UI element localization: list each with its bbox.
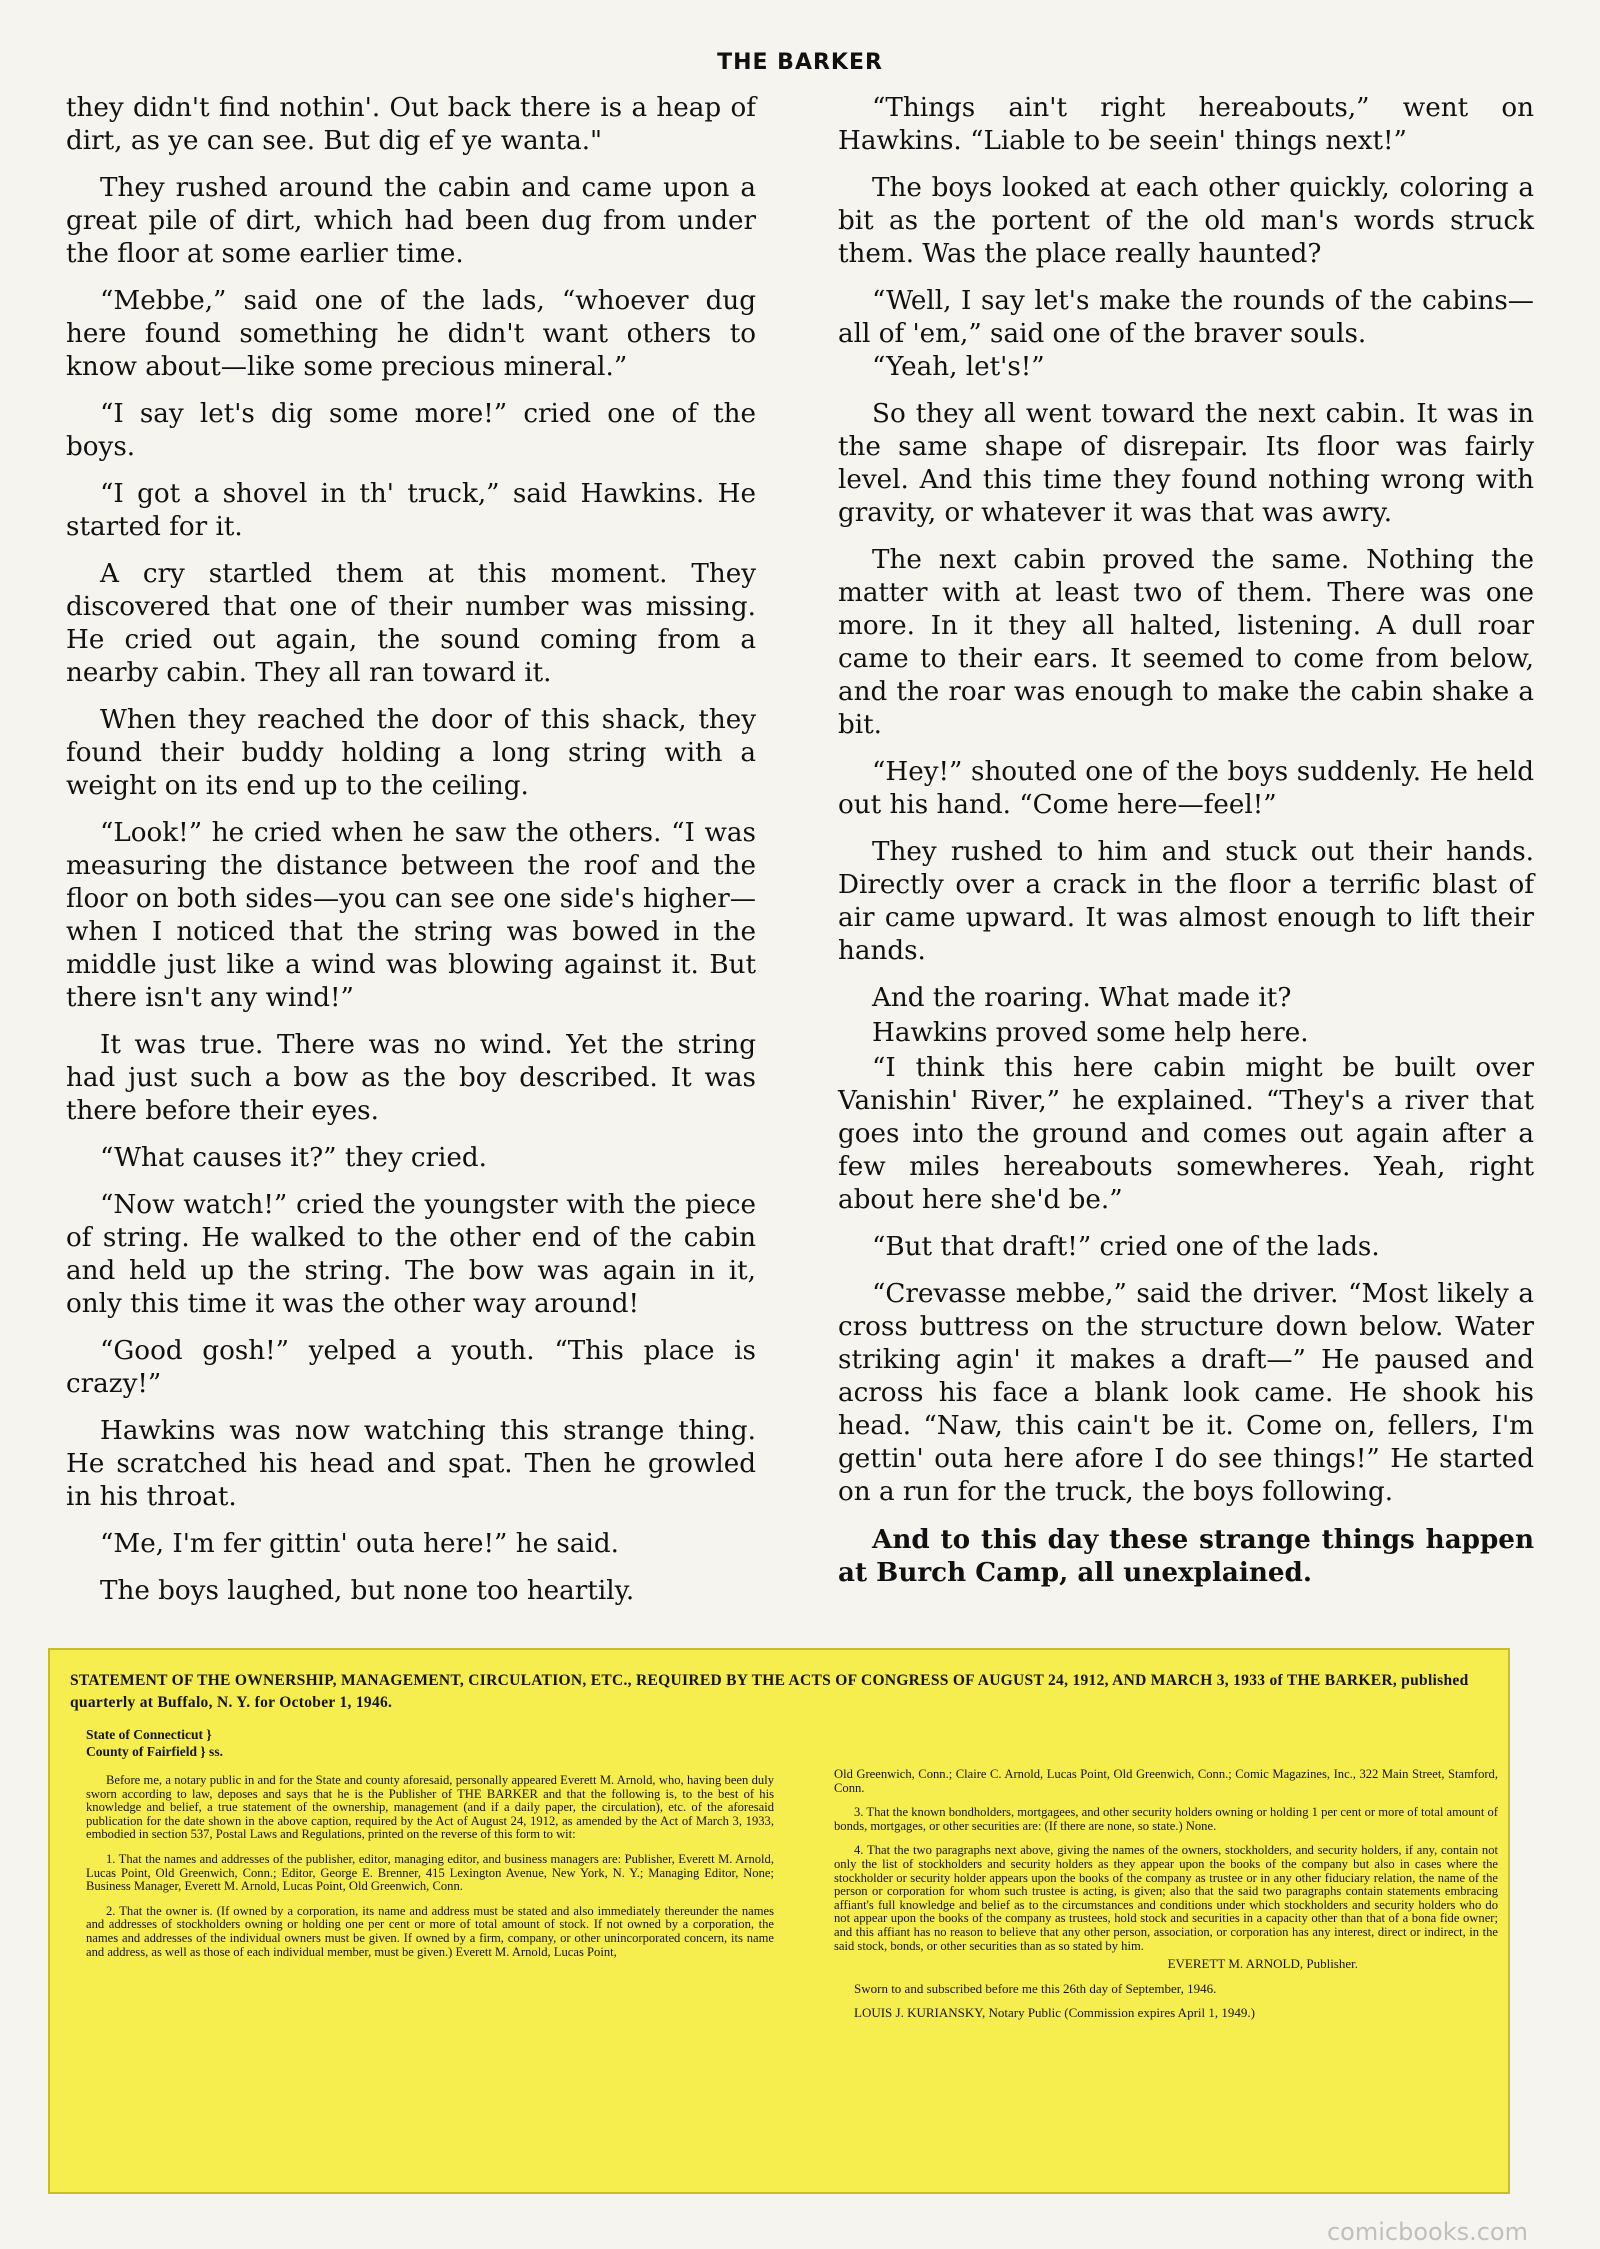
story-column-left (66, 92, 756, 1622)
paragraph: Hawkins proved some help here. (872, 1018, 1309, 1048)
paragraph: So they all went toward the next cabin. It was in the same shape of disrepair. Its floor was fairly level. And this time they found nothing wrong with gravity, or whatever it was that was awry. (838, 399, 1534, 528)
paragraph: Hawkins was now watching this strange thing. He scratched his head and spat. Then he growled in his throat. (66, 1416, 756, 1512)
statement-column-right (834, 1768, 1498, 2031)
statement-paragraph: 4. That the two paragraphs next above, giving the names of the owners, stockholders, and security holders, if any, contain not only the list of stockholders and security holders as they appear upon the books of the company but also in cases where the stockholder or security holder appears upon the books of the company as trustee or in any other fiduciary relation, the name of the person or corporation for whom such trustee is acting, is given; also that the said two paragraphs contain statements embracing affiant's full knowledge and belief as to the circumstances and conditions under which stockholders and security holders who do not appear upon the books of the company as trustees, hold stock and securities in a capacity other than that of a bona fide owner; and this affiant has no reason to believe that any other person, association, or corporation has any interest, direct or indirect, in the said stock, bonds, or other securities than as so stated by him. (834, 1843, 1498, 1953)
paragraph: “But that draft!” cried one of the lads. (872, 1232, 1380, 1262)
paragraph: They rushed to him and stuck out their hands. Directly over a crack in the floor a terrific blast of air came upward. It was almost enough to lift their hands. (838, 837, 1534, 966)
paragraph: “Crevasse mebbe,” said the driver. “Most likely a cross buttress on the structure down below. Water striking agin' it makes a draft—” He paused and across his face a blank look came. He shook his head. “Naw, this cain't be it. Come on, fellers, I'm gettin' outa here afore I do see things!” He started on a run for the truck, the boys following. (838, 1279, 1534, 1507)
notary-line: LOUIS J. KURIANSKY, Notary Public (Commission expires April 1, 1949.) (854, 2005, 1255, 2021)
paragraph: “What causes it?” they cried. (100, 1143, 488, 1173)
running-head: THE BARKER (717, 50, 883, 75)
paragraph: “Yeah, let's!” (872, 352, 1045, 382)
paragraph: The boys looked at each other quickly, coloring a bit as the portent of the old man's words struck them. Was the place really haunted? (838, 173, 1534, 269)
paragraph: And to this day these strange things happen at Burch Camp, all unexplained. (838, 1524, 1534, 1588)
paragraph: When they reached the door of this shack, they found their buddy holding a long string with a weight on its end up to the ceiling. (66, 705, 756, 801)
publisher-signature: EVERETT M. ARNOLD, Publisher. (1167, 1956, 1358, 1972)
paragraph: “Me, I'm fer gittin' outa here!” he said. (100, 1529, 619, 1559)
statement-heading: STATEMENT OF THE OWNERSHIP, MANAGEMENT, CIRCULATION, ETC., REQUIRED BY THE ACTS OF CONGRESS OF AUGUST 24, 1912, AND MARCH 3, 1933 of THE BARKER, published quarterly at Buffalo, N. Y. for October 1, 1946. (70, 1672, 1469, 1711)
ownership-statement-box (48, 1648, 1510, 2194)
statement-paragraph: 3. That the known bondholders, mortgagees, and other security holders owning or holding 1 per cent or more of total amount of bonds, mortgages, or other securities are: (If there are none, so state.) None. (834, 1805, 1498, 1833)
paragraph: “Things ain't right hereabouts,” went on Hawkins. “Liable to be seein' things next!” (838, 93, 1534, 156)
story-column-right (838, 92, 1534, 1603)
paragraph: “Mebbe,” said one of the lads, “whoever dug here found something he didn't want others to know about—like some precious mineral.” (66, 286, 756, 382)
statement-paragraph: 2. That the owner is. (If owned by a corporation, its name and address must be stated and also immediately thereunder the names and addresses of stockholders owning or holding one per cent or more of total amount of stock. If not owned by a corporation, the names and addresses of the individual owners must be given. If owned by a firm, company, or other unincorporated concern, its name and address, as well as those of each individual member, must be given.) Everett M. Arnold, Lucas Point, (86, 1903, 774, 1959)
paragraph: And the roaring. What made it? (872, 983, 1292, 1013)
venue-state: State of Connecticut } (86, 1727, 212, 1742)
paragraph: “I think this here cabin might be built over Vanishin' River,” he explained. “They's a river that goes into the ground and comes out again after a few miles hereabouts somewheres. Yeah, right about here she'd be.” (838, 1053, 1534, 1215)
paragraph: It was true. There was no wind. Yet the string had just such a bow as the boy described. It was there before their eyes. (66, 1030, 756, 1126)
sworn-line: Sworn to and subscribed before me this 26th day of September, 1946. (854, 1980, 1217, 1996)
watermark: comicbooks.com (1326, 2218, 1528, 2246)
paragraph: A cry startled them at this moment. They discovered that one of their number was missing. He cried out again, the sound coming from a nearby cabin. They all ran toward it. (66, 559, 756, 688)
statement-paragraph: Before me, a notary public in and for the State and county aforesaid, personally appeared Everett M. Arnold, who, having been duly sworn according to law, deposes and says that he is the Publisher of THE BARKER and that the following is, to the best of his knowledge and belief, a true statement of the ownership, management (and if a daily paper, the circulation), etc. of the aforesaid publication for the date shown in the above caption, required by the Act of August 24, 1912, as amended by the Act of March 3, 1933, embodied in section 537, Postal Laws and Regulations, printed on the reverse of this form to wit: (86, 1773, 774, 1842)
venue-block (86, 1726, 223, 1760)
statement-paragraph: Old Greenwich, Conn.; Claire C. Arnold, Lucas Point, Old Greenwich, Conn.; Comic Magazines, Inc., 322 Main Street, Stamford, Conn. (834, 1767, 1498, 1795)
venue-county: County of Fairfield } ss. (86, 1744, 223, 1759)
paragraph: “Good gosh!” yelped a youth. “This place is crazy!” (66, 1336, 756, 1399)
paragraph: “I say let's dig some more!” cried one of the boys. (66, 399, 756, 462)
paragraph: “Look!” he cried when he saw the others. “I was measuring the distance between the roof and the floor on both sides—you can see one side's higher—when I noticed that the string was bowed in the middle just like a wind was blowing against it. But there isn't any wind!” (66, 818, 756, 1013)
paragraph: “Well, I say let's make the rounds of the cabins—all of 'em,” said one of the braver souls. (838, 286, 1534, 349)
paragraph: “Hey!” shouted one of the boys suddenly. He held out his hand. “Come here—feel!” (838, 757, 1534, 820)
statement-column-left (86, 1774, 774, 1970)
paragraph: “Now watch!” cried the youngster with the piece of string. He walked to the other end of the cabin and held up the string. The bow was again in it, only this time it was the other way around! (66, 1190, 756, 1319)
paragraph: The boys laughed, but none too heartily. (100, 1576, 635, 1606)
statement-paragraph: 1. That the names and addresses of the publisher, editor, managing editor, and business managers are: Publisher, Everett M. Arnold, Lucas Point, Old Greenwich, Conn.; Editor, George E. Brenner, 415 Lexington Avenue, New York, N. Y.; Managing Editor, None; Business Manager, Everett M. Arnold, Lucas Point, Old Greenwich, Conn. (86, 1851, 774, 1894)
paragraph: The next cabin proved the same. Nothing the matter with at least two of them. There was one more. In it they all halted, listening. A dull roar came to their ears. It seemed to come from below, and the roar was enough to make the cabin shake a bit. (838, 545, 1534, 740)
paragraph: “I got a shovel in th' truck,” said Hawkins. He started for it. (66, 479, 756, 542)
paragraph: they didn't find nothin'. Out back there is a heap of dirt, as ye can see. But dig ef ye wanta." (66, 93, 756, 156)
paragraph: They rushed around the cabin and came upon a great pile of dirt, which had been dug from under the floor at some earlier time. (66, 173, 756, 269)
